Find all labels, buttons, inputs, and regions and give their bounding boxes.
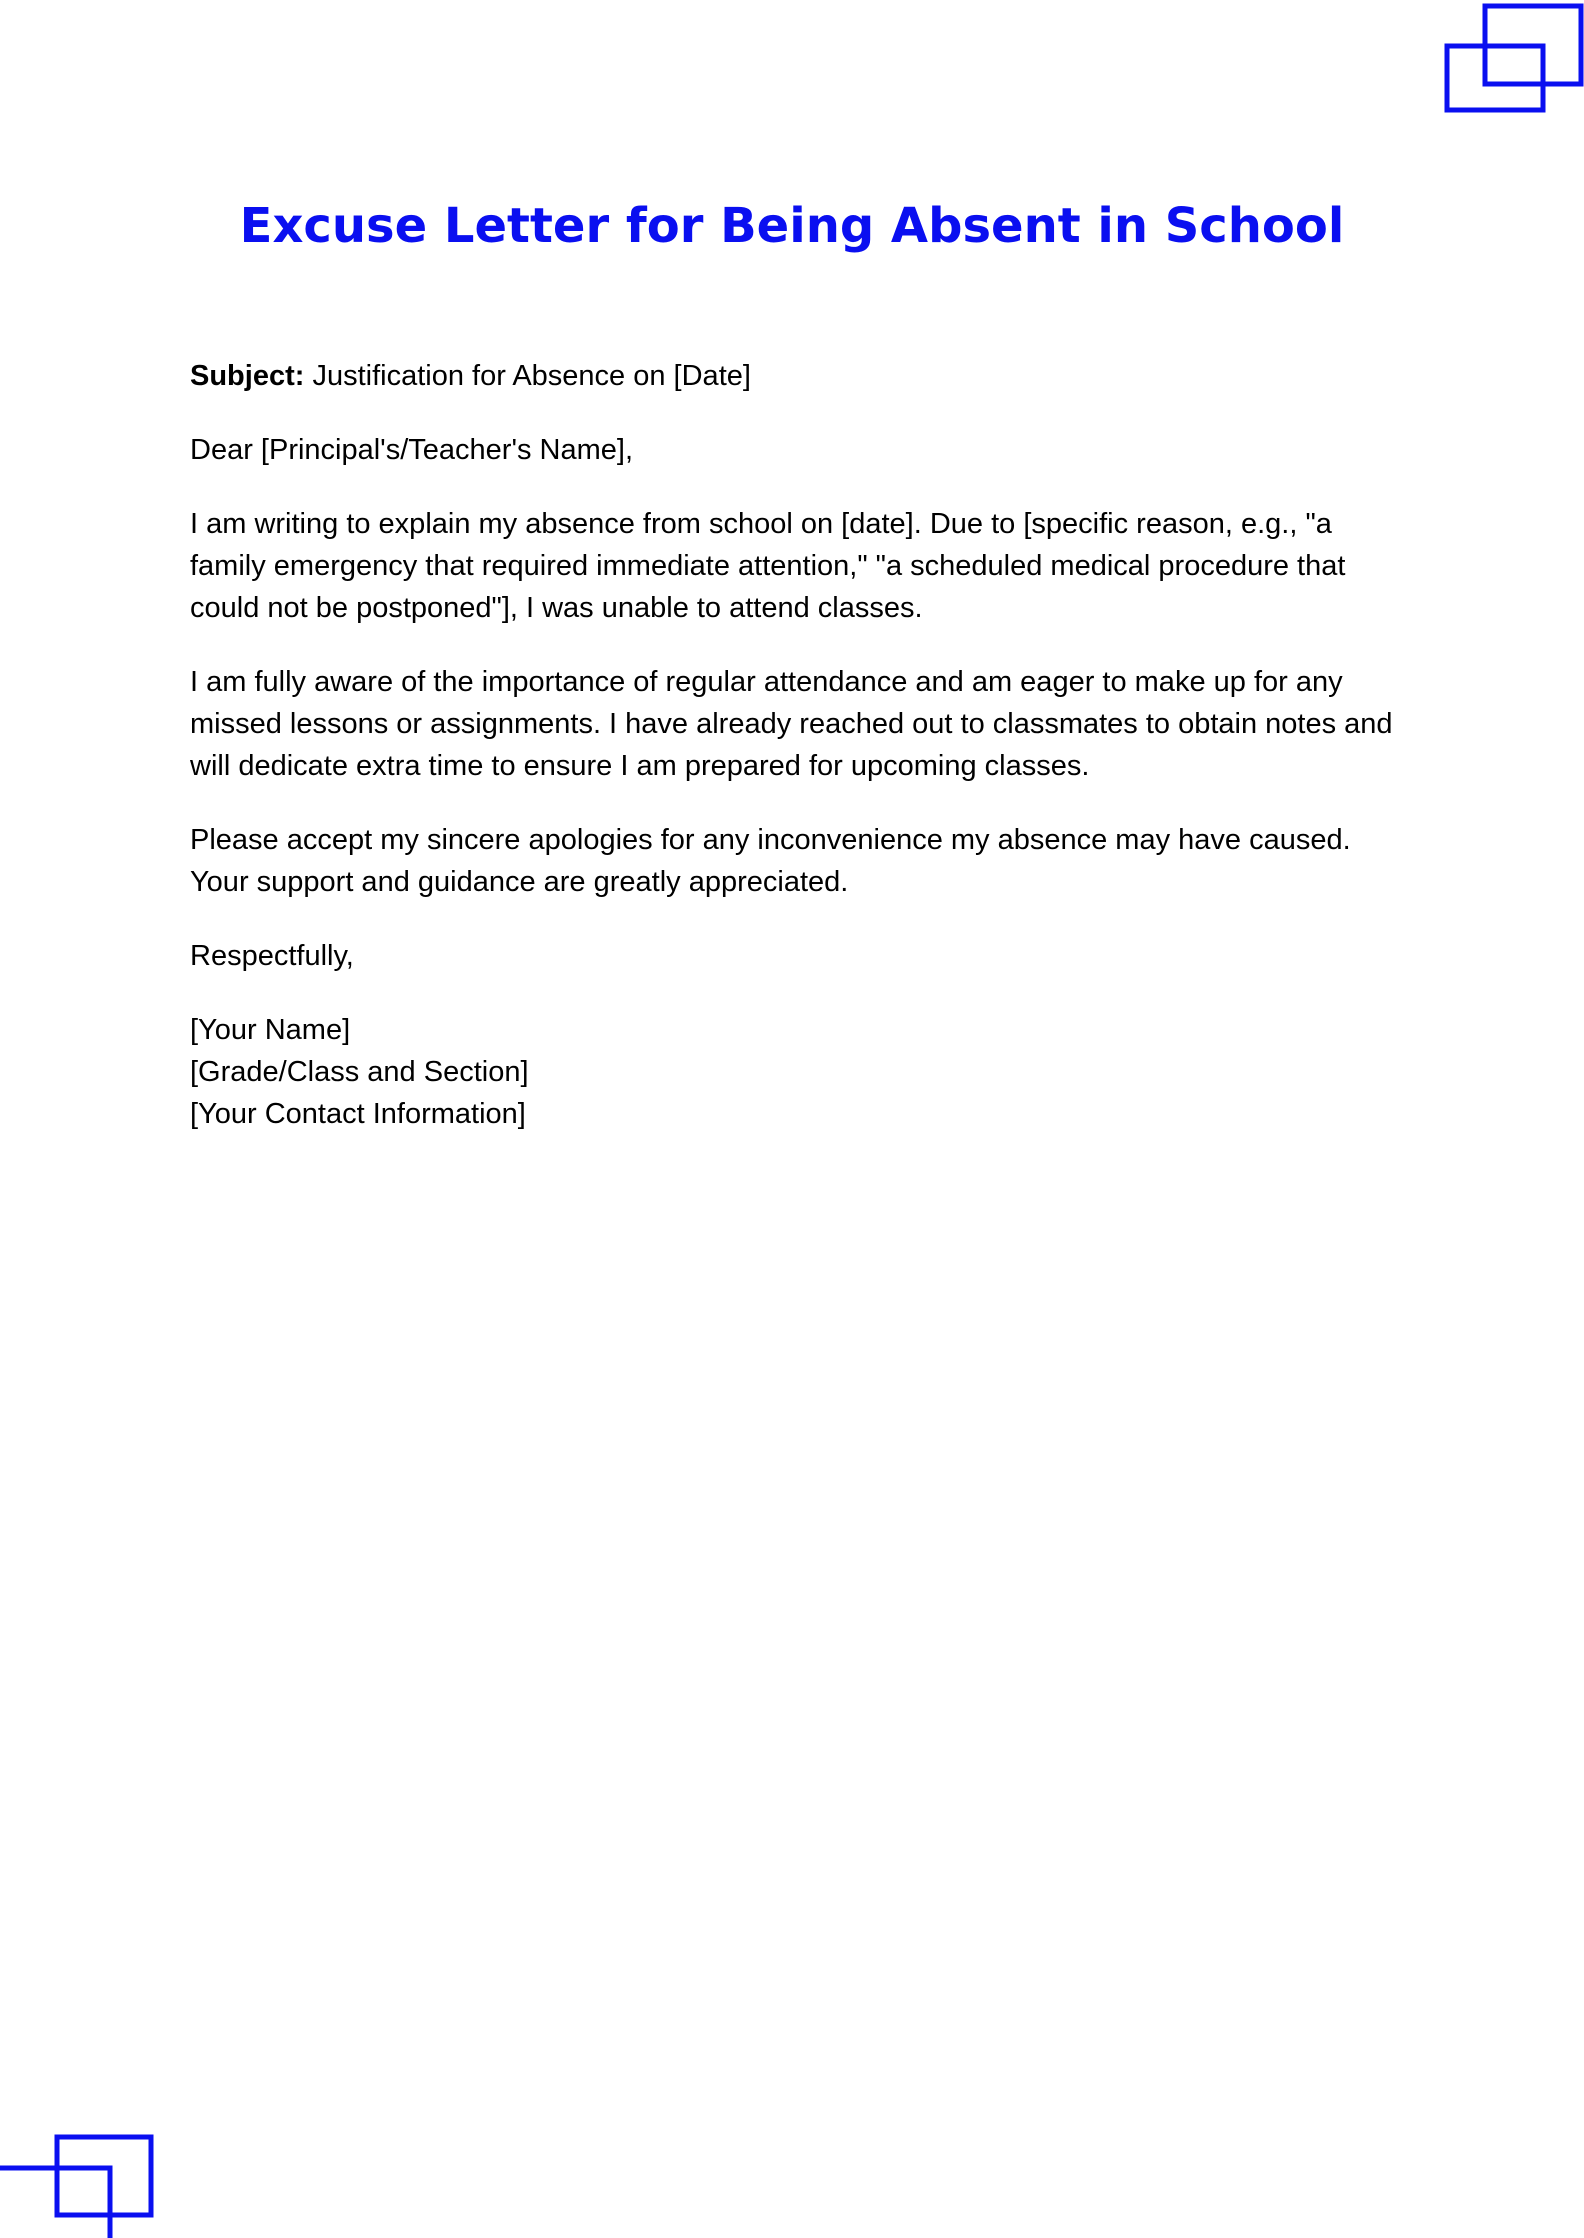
subject-label: Subject: xyxy=(190,360,305,392)
subject-line xyxy=(190,355,1410,397)
salutation: Dear [Principal's/Teacher's Name], xyxy=(190,434,634,466)
letter-body xyxy=(190,355,1410,1167)
page-title: Excuse Letter for Being Absent in School xyxy=(239,198,1345,254)
overlapping-squares-icon xyxy=(0,2120,160,2238)
signature-name: [Your Name] xyxy=(190,1014,351,1046)
paragraph-absence-reason: I am writing to explain my absence from school on [date]. Due to [specific reason, e.g., "a family emergency that required immediate attention," "a scheduled medical procedure that could not be postponed"], I was unable to attend classes. xyxy=(190,508,1346,624)
signature-contact: [Your Contact Information] xyxy=(190,1098,526,1130)
closing: Respectfully, xyxy=(190,940,354,972)
paragraph-apology: Please accept my sincere apologies for any inconvenience my absence may have caused. Your support and guidance are greatly appreciated. xyxy=(190,824,1351,898)
overlapping-squares-icon xyxy=(1430,0,1584,120)
subject-text: Justification for Absence on [Date] xyxy=(304,360,751,392)
signature-block xyxy=(190,1009,1410,1135)
paragraph-make-up-work: I am fully aware of the importance of regular attendance and am eager to make up for any missed lessons or assignments. I have already reached out to classmates to obtain notes and will dedicate extra time to ensure I am prepared for upcoming classes. xyxy=(190,666,1393,782)
signature-grade: [Grade/Class and Section] xyxy=(190,1056,529,1088)
